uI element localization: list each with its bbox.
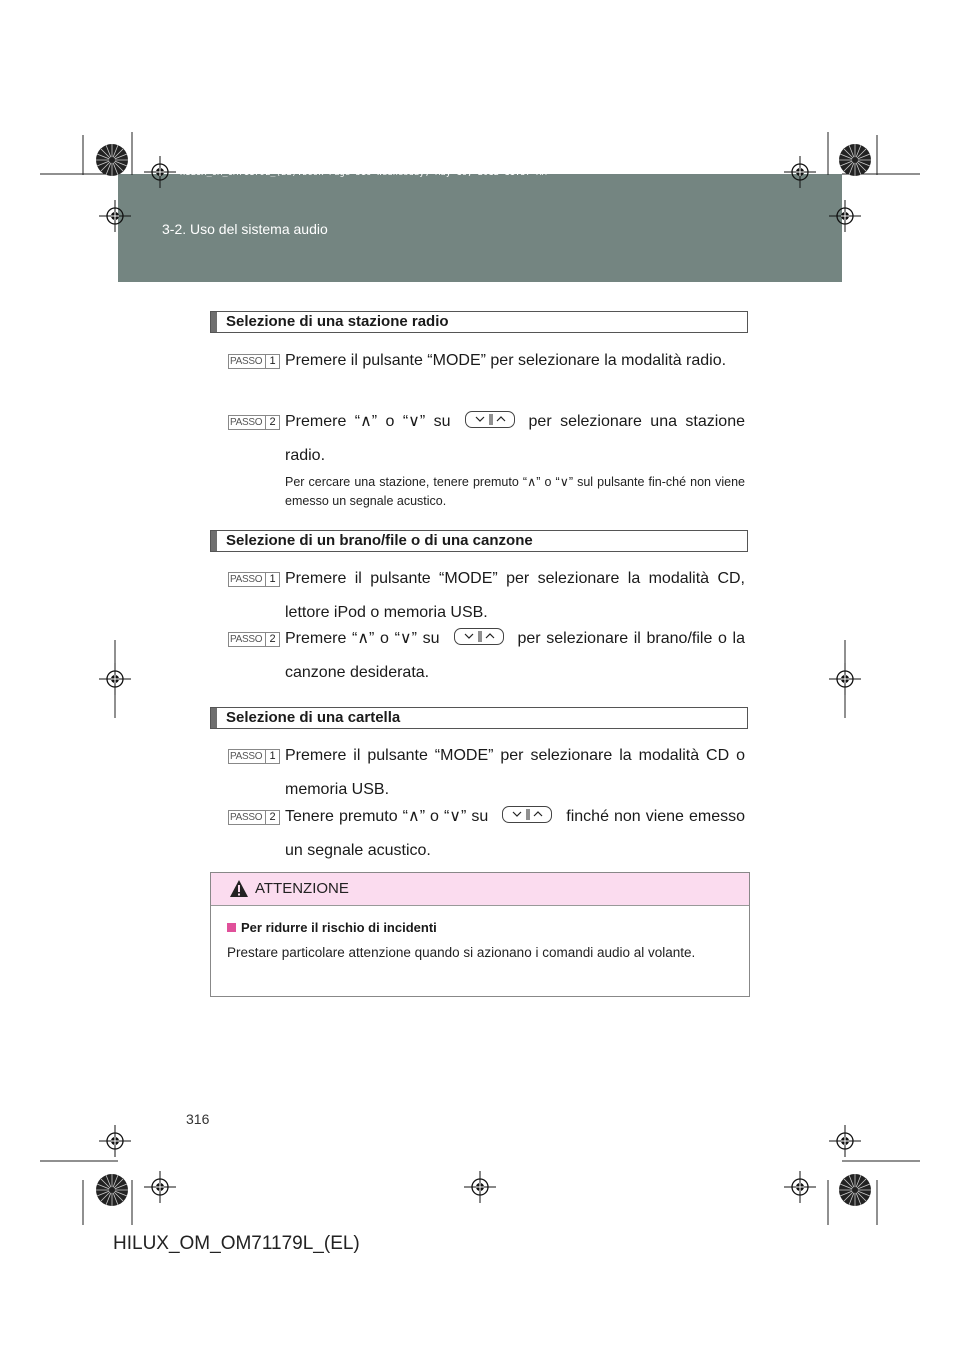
section-heading-text: Selezione di una cartella xyxy=(226,709,401,726)
step-note: Per cercare una stazione, tenere premuto “∧” o “∨” sul pulsante fin-ché non viene emesso un segnale acustico. xyxy=(285,475,745,508)
page-number: 316 xyxy=(186,1111,210,1127)
step-badge: PASSO 1 xyxy=(228,354,280,369)
section-heading-text: Selezione di una stazione radio xyxy=(226,313,449,330)
section-heading-text: Selezione di un brano/file o di una canzone xyxy=(226,532,533,549)
caution-item-title: Per ridurre il rischio di incidenti xyxy=(227,920,437,935)
step-text: Premere il pulsante “MODE” per selezionare la modalità CD o memoria USB. xyxy=(285,747,745,798)
step-badge: PASSO 2 xyxy=(228,632,280,647)
step-text: Premere “∧” o “∨” su per selezionare una stazione radio. xyxy=(285,413,746,464)
step-badge: PASSO 2 xyxy=(228,415,280,430)
caution-item-text: Prestare particolare attenzione quando si azionano i comandi audio al volante. xyxy=(227,945,696,960)
step-text: Tenere premuto “∧” o “∨” su finché non viene emesso un segnale acustico. xyxy=(285,808,745,859)
section-heading-track xyxy=(210,530,748,552)
section-heading-radio xyxy=(210,311,748,333)
section-header-title: 3-2. Uso del sistema audio xyxy=(162,221,328,237)
step-badge: PASSO 2 xyxy=(228,810,280,825)
print-book-line: HILUX_OM_OM71179L_(EL).book Page 316 Wednesday, May 16, 2012 11:37 AM xyxy=(180,168,547,178)
warning-triangle-icon xyxy=(229,879,249,898)
seek-switch-icon xyxy=(454,628,504,645)
caution-box xyxy=(210,872,750,997)
step-text: Premere il pulsante “MODE” per selezionare la modalità radio. xyxy=(285,352,727,369)
seek-switch-icon xyxy=(465,411,515,428)
step-text: Premere “∧” o “∨” su per selezionare il brano/file o la canzone desiderata. xyxy=(285,630,745,681)
step-badge: PASSO 1 xyxy=(228,572,280,587)
step-text: Premere il pulsante “MODE” per selezionare la modalità CD, lettore iPod o memoria USB. xyxy=(285,570,745,621)
caution-label: ATTENZIONE xyxy=(255,880,349,897)
section-heading-folder xyxy=(210,707,748,729)
caution-header xyxy=(211,873,749,906)
seek-switch-icon xyxy=(502,806,552,823)
footer-doc-id: HILUX_OM_OM71179L_(EL) xyxy=(113,1233,360,1254)
step-badge: PASSO 1 xyxy=(228,749,280,764)
